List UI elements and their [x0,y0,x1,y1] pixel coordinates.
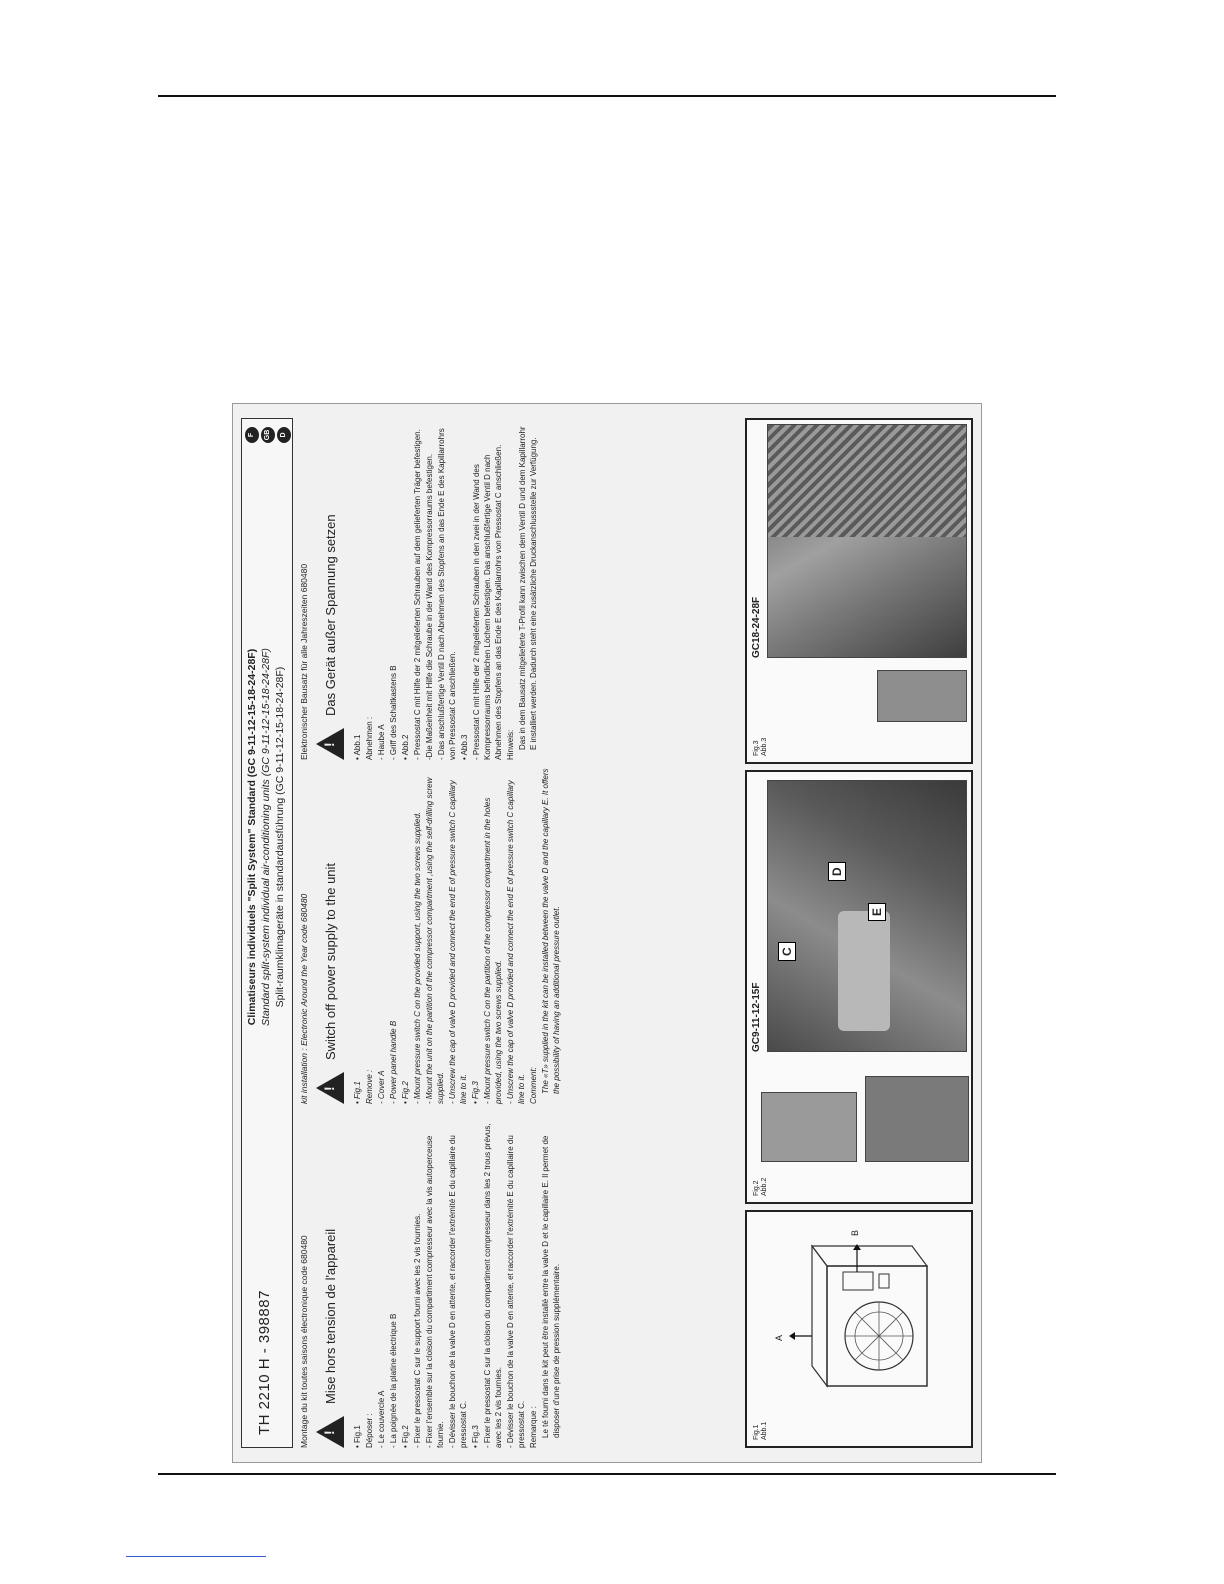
remark-text: Le té fourni dans le kit peut être installé entre la valve D et le capillaire E. Il permet de disposer d'une prise de pression supplémentaire. [541,1135,561,1438]
instruction-line: - Pressostat C mit Hilfe der 2 mitgelieferten Schrauben auf dem gelieferten Träger befestigen. [413,429,422,760]
instruction-line: • Fig.1 [353,1081,362,1104]
warning-block [316,1112,344,1448]
kit-title: Elektronischer Bausatz für alle Jahreszeiten 680480 [299,563,309,760]
remark-label: Remarque : [529,1406,538,1448]
warning-text: Mise hors tension de l'appareil [322,1228,338,1404]
instruction-line: - Pressostat C mit Hilfe der 2 mitgelieferten Schrauben in den zwei in der Wand des Kompressorraums befindlichen Löchern befestigen. Das anschlußfertige Ventil D nach Abnehmen des Stopfens an das Ende E des Kapillarrohrs von Pressostat C anschließen. [472,444,503,760]
warning-text: Switch off power supply to the unit [322,862,338,1060]
instruction-line: • Abb.3 [460,734,469,760]
detail-photo-top [761,1092,857,1162]
warning-icon [316,1416,344,1448]
title-fr: Climatiseurs individuels "Split System" Standard (GC 9-11-12-15-18-24-28F) [246,648,258,1026]
figure-label [753,738,769,756]
figure-3-panel [745,418,973,764]
compressor-photo [767,780,967,1052]
instruction-line: - Unscrew the cap of valve D provided and connect the end E of pressure switch C capillary line to it. [506,780,526,1104]
figure-1-panel [745,1210,973,1448]
instruction-line: - Haube A [377,724,386,760]
comment-label: Comment: [529,1067,538,1104]
instruction-line: • Fig.3 [471,1081,480,1104]
instruction-line: - Cover A [377,1070,386,1104]
model-label: GC18-24-28F [751,596,762,658]
warning-block [316,768,344,1104]
warning-block [316,424,344,760]
column-french [299,1112,739,1448]
instruction-line: • Fig.2 [401,1081,410,1104]
detail-photo-bottom [865,1076,969,1162]
instruction-line: • Abb.1 [353,734,362,760]
warning-text: Das Gerät außer Spannung setzen [322,514,338,716]
instruction-line: Remove : [365,1069,374,1104]
detail-photo [877,670,967,722]
rotated-sheet-content [233,404,981,1462]
flag-fr: F [245,427,259,443]
callout-d: D [828,862,846,881]
instruction-line: - La poignée de la platine électrique B [389,1313,398,1448]
model-label: GC9-11-12-15F [751,982,762,1052]
figure-label-de: Abb.3 [761,737,768,756]
instruction-line: • Abb.2 [401,734,410,760]
figure-label-fr: Fig.3 [753,740,760,756]
figure-label-de: Abb.2 [761,1177,768,1196]
instruction-line: • Fig.1 [353,1425,362,1448]
instruction-line: - Power panel handle B [389,1020,398,1104]
bottom-rule [158,1473,1056,1475]
header-titles [245,527,287,1147]
figure-2-panel [745,770,973,1204]
column-english [299,768,739,1104]
warning-icon [316,728,344,760]
sheet-header [241,418,293,1448]
top-rule [158,95,1056,97]
instruction-line: - Unscrew the cap of valve D provided and connect the end E of pressure switch C capillary line to it. [448,780,468,1104]
instruction-line: -Die Maßeinheit mit Hilfe die Schraube in der Wand des Kompressorraums befestigen. [425,453,434,760]
outdoor-unit-drawing [787,1236,947,1406]
callout-b: B [850,1229,860,1236]
callout-c: C [778,942,796,961]
column-german [299,424,739,760]
title-de: Split-raumklimageräte in standardausführung (GC 9-11-12-15-18-24-28F) [274,666,286,1008]
flag-de: D [277,427,291,443]
instruction-line: Déposer : [365,1413,374,1448]
note-text: Das in dem Bausatz mitgelieferte T-Profil kann zwischen dem Ventil D und dem Kapillarrohr E installiert werden. Dadurch steht eine zusätzliche Druckanschlussstelle zur Verfügung. [518,426,538,750]
figure-label-fr: Fig.1 [753,1424,760,1440]
note-label: Hinweis: [506,729,515,760]
instruction-line: - Griff des Schaltkastens B [389,665,398,760]
instruction-line: - Mount pressure switch C on the partition of the compressor compartment in the holes provided, using the two screws supplied. [483,797,503,1104]
kit-title: Montage du kit toutes saisons électronique code 680480 [299,1235,309,1448]
instruction-line: Abnehmen : [365,716,374,760]
callout-e: E [868,903,886,921]
instruction-line: - Le couvercle A [377,1390,386,1448]
title-en: Standard split-system individual air-conditioning units (GC 9-11-12-15-18-24-28F) [260,648,272,1026]
instruction-line: - Dévisser le bouchon de la valve D en attente, et raccorder l'extrémité E du capillaire du pressostat C. [506,1135,526,1448]
instruction-line: • Fig.2 [401,1425,410,1448]
scanned-sheet [232,403,982,1463]
compressor-photo [767,424,967,658]
document-code: TH 2210 H - 398887 [256,1290,273,1435]
figure-label [753,1422,769,1440]
instruction-line: - Fixer le pressostat C sur la cloison du compartiment compresseur dans les 2 trous prévus, avec les 2 vis fournies. [483,1123,503,1448]
comment-text: The «T» supplied in the kit can be installed between the valve D and the capillary E. It offers the possibility of having an additional pressure outlet. [541,768,561,1094]
figure-label-fr: Fig.2 [753,1180,760,1196]
instruction-line: - Dévisser le bouchon de la valve D en attente, et raccorder l'extrémité E du capillaire du pressostat C. [448,1135,468,1448]
instruction-line: - Fixer l'ensemble sur la cloison du compartiment compresseur avec la vis autoperceuse fournie. [425,1135,445,1448]
figure-label [753,1178,769,1196]
figure-label-de: Abb.1 [761,1421,768,1440]
warning-icon [316,1072,344,1104]
instruction-line: - Mount pressure switch C on the provided support, using the two screws supplied. [413,811,422,1104]
instruction-line: - Mount the unit on the partition of the compressor compartment ,using the self-drilling screw supplied. [425,777,445,1104]
language-flags [245,427,293,443]
callout-a: A [774,1334,784,1341]
instruction-line: • Fig.3 [471,1425,480,1448]
instruction-line: - Das anschlußfertige Ventil D nach Abnehmen des Stopfens an das Ende E des Kapillarrohrs von Pressostat C anschließen. [437,428,457,760]
footer-link-underline[interactable] [126,1556,266,1557]
instruction-line: - Fixer le pressostat C sur le support fourni avec les 2 vis fournies. [413,1213,422,1448]
kit-title: kit installation : Electronic Around the Year code 680480 [299,893,309,1104]
flag-gb: GB [261,427,275,443]
